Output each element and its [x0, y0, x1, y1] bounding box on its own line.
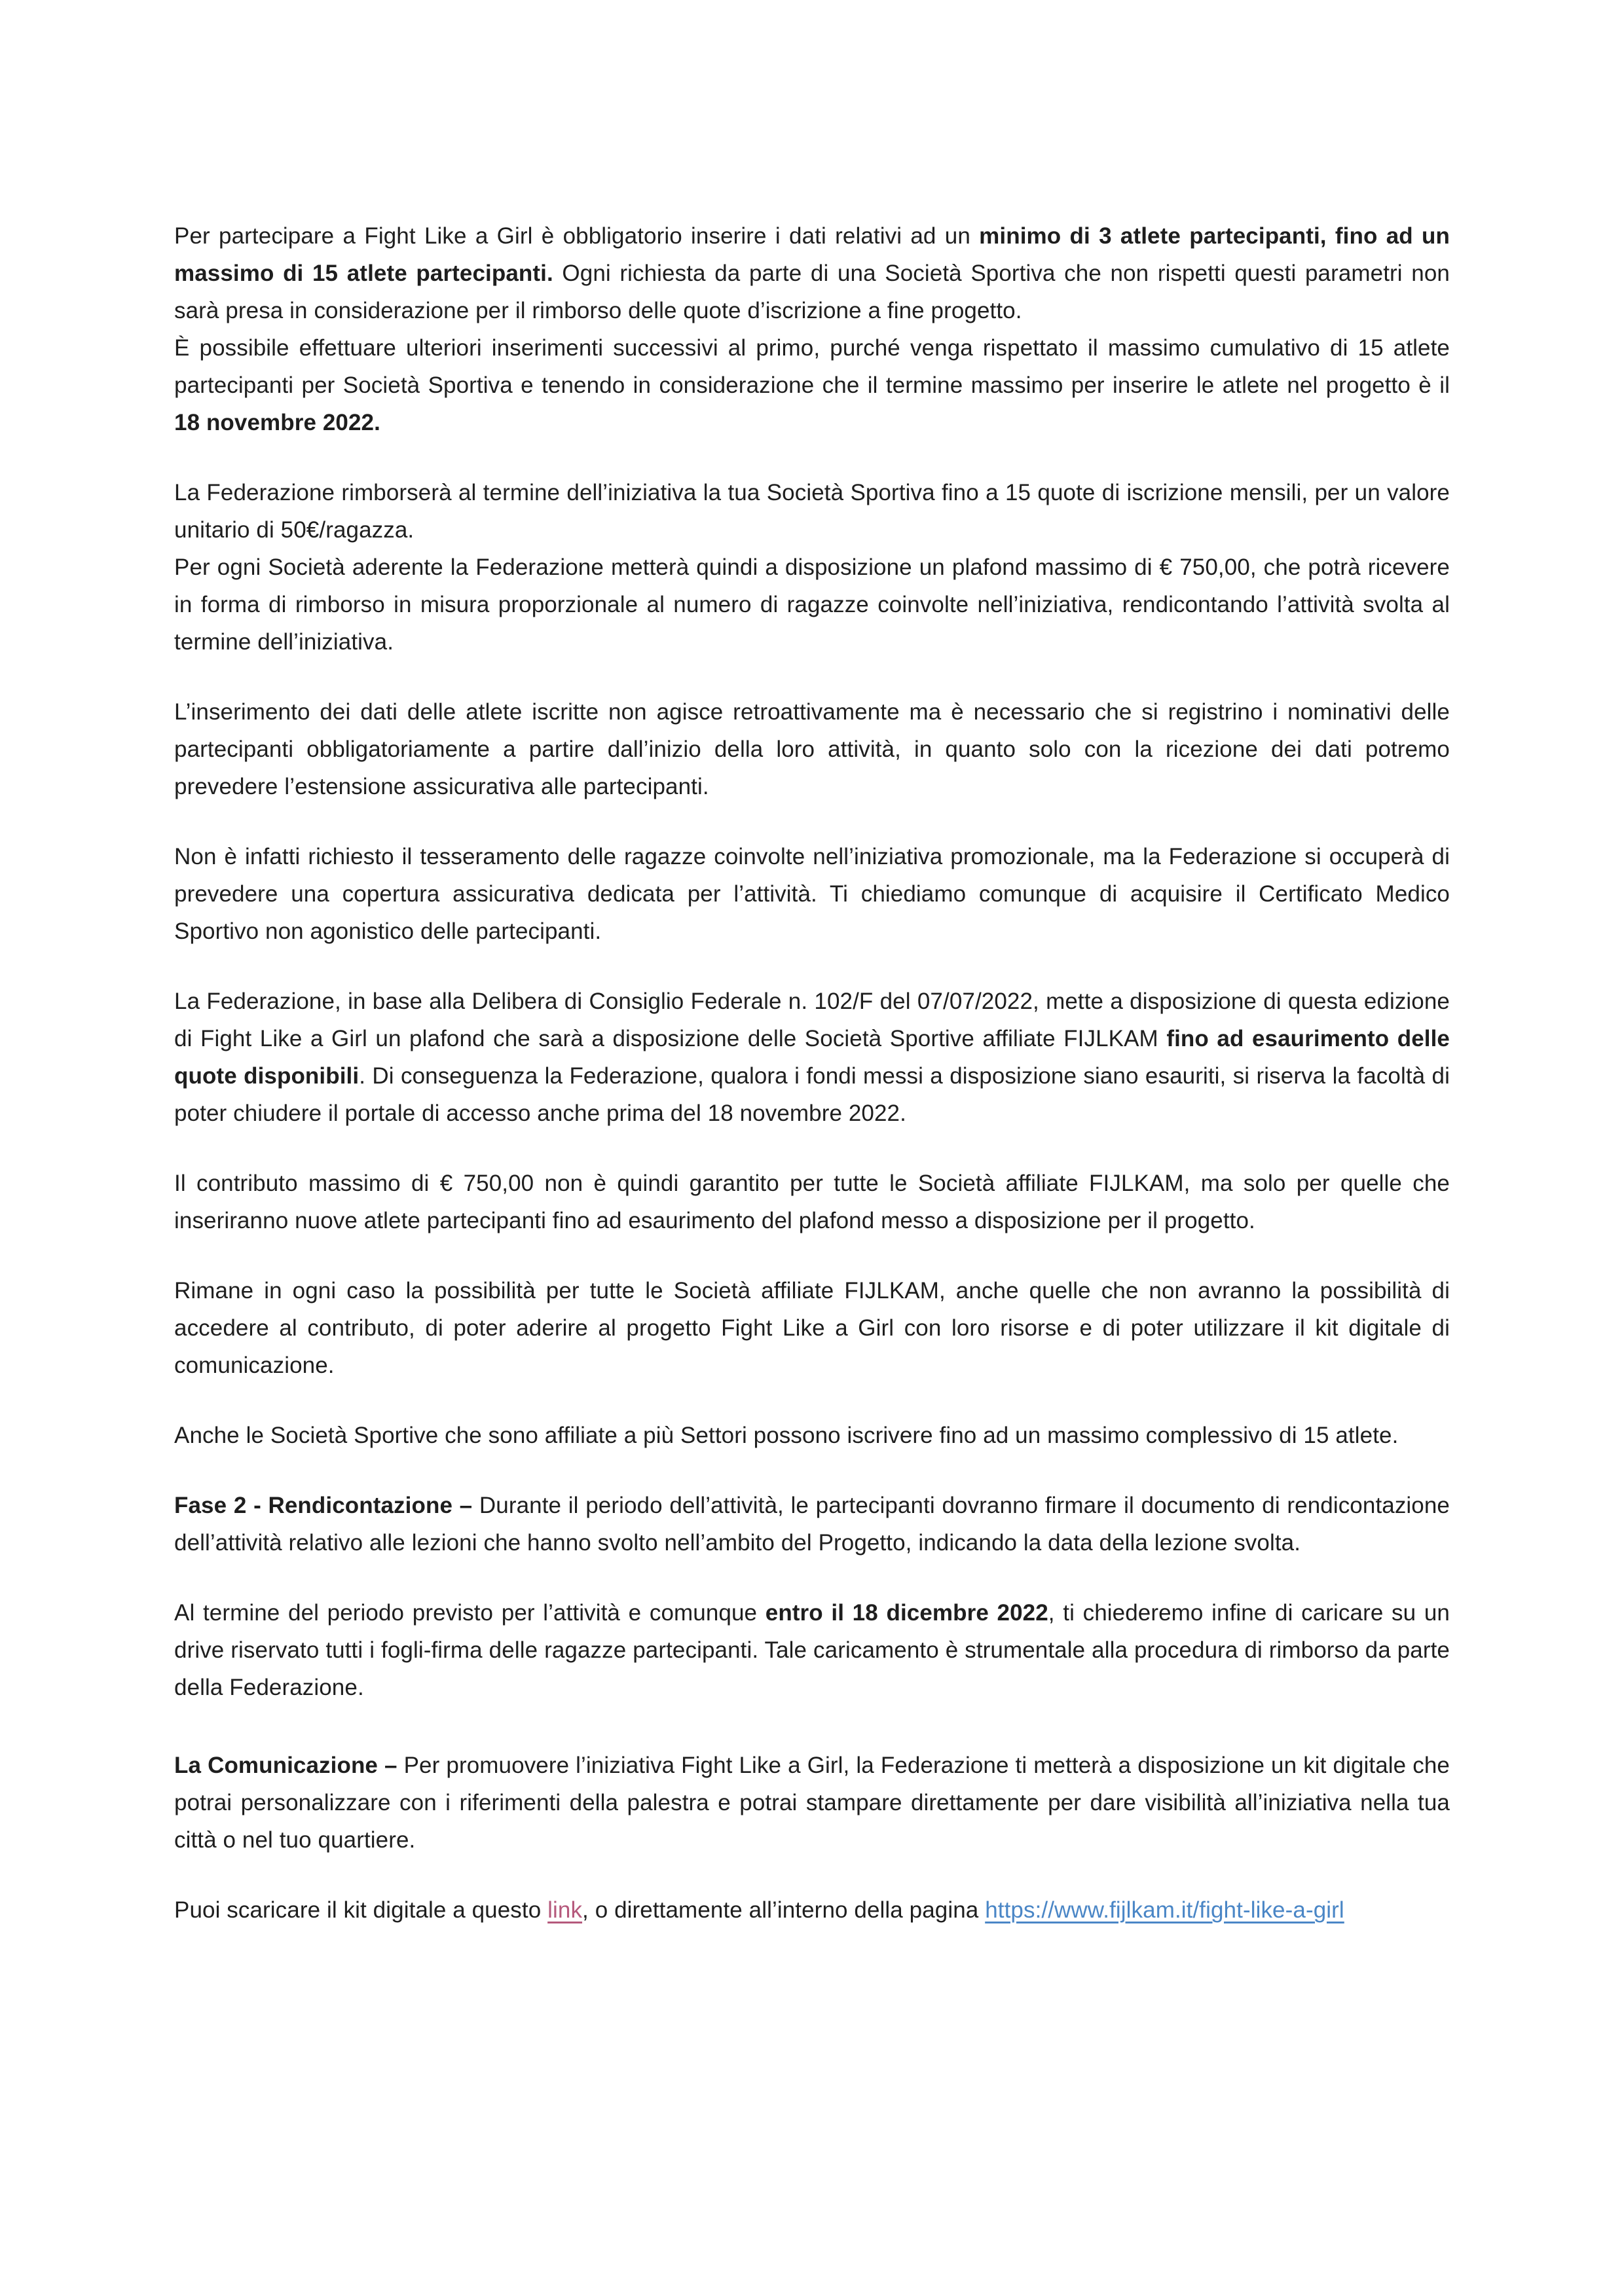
paragraph-participation-rules	[174, 217, 1450, 441]
text-run: L’inserimento dei dati delle atlete iscritte non agisce retroattivamente ma è necessario che si registrino i nominativi delle partecipanti obbligatoriamente a partire dall’inizio della loro attività, in quanto solo con la ricezione dei dati potremo prevedere l’estensione assicurativa alle partecipanti.	[174, 699, 1450, 799]
bold-text-run: entro il 18 dicembre 2022	[765, 1600, 1048, 1626]
text-run: La Federazione, in base alla Delibera di Consiglio Federale n. 102/F del 07/07/2022, mette a disposizione di questa edizione di Fight Like a Girl un plafond che sarà a disposizione delle Società Sportive affiliate FIJLKAM	[174, 989, 1450, 1051]
text-run: Non è infatti richiesto il tesseramento delle ragazze coinvolte nell’iniziativa promozionale, ma la Federazione si occuperà di prevedere una copertura assicurativa dedicata per l’attività. Ti chiediamo comunque di acquisire il Certificato Medico Sportivo non agonistico delle partecipanti.	[174, 844, 1450, 944]
bold-text-run: Fase 2 - Rendicontazione –	[174, 1493, 479, 1518]
paragraph-fase2-rendicontazione	[174, 1487, 1450, 1561]
text-run: , o direttamente all’interno della pagina	[582, 1897, 986, 1923]
paragraph-reimbursement	[174, 474, 1450, 661]
bold-text-run: fino ad esaurimento delle quote disponibili	[174, 1026, 1450, 1089]
kit-download-link[interactable]: link	[547, 1897, 583, 1923]
text-run: Per ogni Società aderente la Federazione metterà quindi a disposizione un plafond massimo di € 750,00, che potrà ricevere in forma di rimborso in misura proporzionale al numero di ragazze coinvolte nell’iniziativa, rendicontando l’attività svolta al termine dell’iniziativa.	[174, 555, 1450, 655]
text-run: Puoi scaricare il kit digitale a questo	[174, 1897, 548, 1923]
text-run: Al termine del periodo previsto per l’attività e comunque	[174, 1600, 766, 1626]
paragraph-kit-download	[174, 1891, 1450, 1929]
text-run: Rimane in ogni caso la possibilità per tutte le Società affiliate FIJLKAM, anche quelle che non avranno la possibilità di accedere al contributo, di poter aderire al progetto Fight Like a Girl con loro risorse e di poter utilizzare il kit digitale di comunicazione.	[174, 1278, 1450, 1378]
text-run: Ogni richiesta da parte di una Società Sportiva che non rispetti questi parametri non sarà presa in considerazione per il rimborso delle quote d’iscrizione a fine progetto.	[174, 261, 1450, 323]
text-run: Per promuovere l’iniziativa Fight Like a Girl, la Federazione ti metterà a disposizione un kit digitale che potrai personalizzare con i riferimenti della palestra e potrai stampare direttamente per dare visibilità all’iniziativa nella tua città o nel tuo quartiere.	[174, 1753, 1450, 1853]
paragraph-upload-deadline	[174, 1594, 1450, 1706]
bold-text-run: minimo di 3 atlete partecipanti, fino ad un massimo di 15 atlete partecipanti.	[174, 223, 1450, 286]
text-run: Il contributo massimo di € 750,00 non è quindi garantito per tutte le Società affiliate FIJLKAM, ma solo per quelle che inseriranno nuove atlete partecipanti fino ad esaurimento del plafond messo a disposizione per il progetto.	[174, 1171, 1450, 1233]
text-run: . Di conseguenza la Federazione, qualora i fondi messi a disposizione siano esauriti, si riserva la facoltà di poter chiudere il portale di accesso anche prima del 18 novembre 2022.	[174, 1063, 1450, 1126]
bold-text-run: La Comunicazione –	[174, 1753, 404, 1778]
fijlkam-page-link[interactable]: https://www.fijlkam.it/fight-like-a-girl	[985, 1897, 1344, 1923]
paragraph-plafond	[174, 983, 1450, 1132]
paragraph-multi-settori	[174, 1417, 1450, 1454]
bold-text-run: 18 novembre 2022.	[174, 410, 380, 435]
text-run: È possibile effettuare ulteriori inserimenti successivi al primo, purché venga rispettato il massimo cumulativo di 15 atlete partecipanti per Società Sportiva e tenendo in considerazione che il termine massimo per inserire le atlete nel progetto è il	[174, 335, 1450, 398]
paragraph-max-contribution	[174, 1165, 1450, 1239]
text-run: Durante il periodo dell’attività, le partecipanti dovranno firmare il documento di rendicontazione dell’attività relativo alle lezioni che hanno svolto nell’ambito del Progetto, indicando la data della lezione svolta.	[174, 1493, 1450, 1556]
text-run: Anche le Società Sportive che sono affiliate a più Settori possono iscrivere fino ad un massimo complessivo di 15 atlete.	[174, 1423, 1399, 1448]
document-body	[174, 217, 1450, 1961]
text-run: Per partecipare a Fight Like a Girl è obbligatorio inserire i dati relativi ad un	[174, 223, 980, 249]
paragraph-open-participation	[174, 1272, 1450, 1384]
paragraph-insurance	[174, 838, 1450, 950]
text-run: , ti chiederemo infine di caricare su un drive riservato tutti i fogli-firma delle ragazze partecipanti. Tale caricamento è strumentale alla procedura di rimborso da parte della Federazione.	[174, 1600, 1450, 1700]
paragraph-data-entry	[174, 693, 1450, 805]
text-run: La Federazione rimborserà al termine dell’iniziativa la tua Società Sportiva fino a 15 quote di iscrizione mensili, per un valore unitario di 50€/ragazza.	[174, 480, 1450, 543]
paragraph-comunicazione	[174, 1747, 1450, 1859]
